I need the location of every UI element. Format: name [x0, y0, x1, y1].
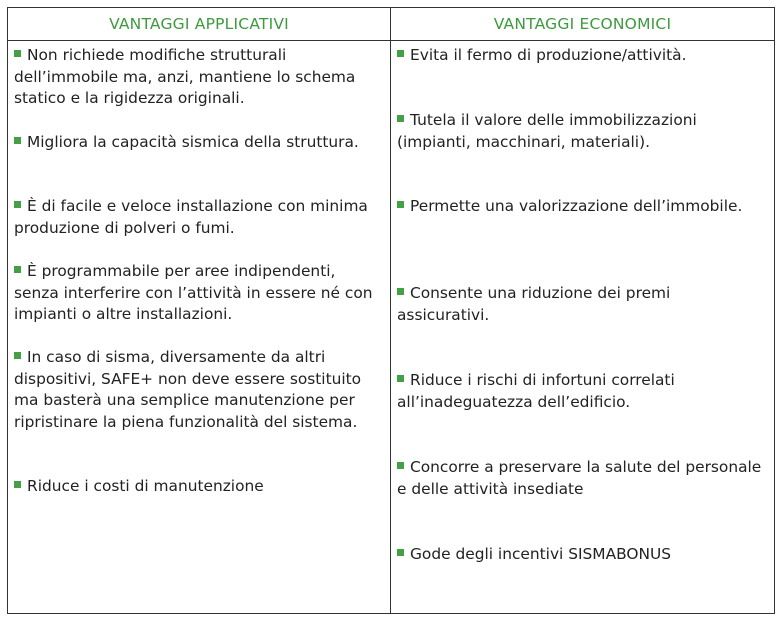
list-item [397, 45, 766, 67]
column-vantaggi-economici [391, 41, 774, 613]
green-square-bullet-icon [397, 462, 404, 469]
list-item-text: Riduce i rischi di infortuni correlati all’inadeguatezza dell’edificio. [397, 371, 675, 411]
green-square-bullet-icon [397, 50, 404, 57]
list-item [14, 476, 382, 498]
list-item-text: Permette una valorizzazione dell’immobile. [410, 197, 743, 215]
list-item-text: Tutela il valore delle immobilizzazioni (impianti, macchinari, materiali). [397, 111, 697, 151]
list-item-text: Evita il fermo di produzione/attività. [410, 46, 687, 64]
list-item [14, 45, 382, 110]
header-right-label: VANTAGGI ECONOMICI [493, 15, 672, 33]
list-item [397, 370, 766, 413]
green-square-bullet-icon [14, 50, 21, 57]
list-item-text: Migliora la capacità sismica della struttura. [27, 133, 359, 151]
list-item-text: Concorre a preservare la salute del personale e delle attività insediate [397, 458, 762, 498]
list-item [14, 196, 382, 239]
list-item [397, 110, 766, 153]
list-item-text: È programmabile per aree indipendenti, senza interferire con l’attività in essere né con impianti o altre installazioni. [14, 262, 373, 323]
list-item-text: Gode degli incentivi SISMABONUS [410, 545, 672, 563]
advantages-table [7, 7, 775, 614]
green-square-bullet-icon [14, 481, 21, 488]
list-item-text: Non richiede modifiche strutturali dell’immobile ma, anzi, mantiene lo schema statico e la rigidezza originali. [14, 46, 356, 107]
list-item [397, 544, 766, 566]
list-item [14, 132, 382, 154]
green-square-bullet-icon [14, 201, 21, 208]
green-square-bullet-icon [397, 375, 404, 382]
list-item-text: In caso di sisma, diversamente da altri dispositivi, SAFE+ non deve essere sostituito ma basterà una semplice manutenzione per ripristinare la piena funzionalità del sistema. [14, 348, 362, 431]
list-item [14, 347, 382, 433]
list-item [397, 283, 766, 326]
list-item-text: Riduce i costi di manutenzione [27, 477, 264, 495]
list-item [397, 196, 766, 218]
list-item [397, 457, 766, 500]
green-square-bullet-icon [14, 352, 21, 359]
green-square-bullet-icon [14, 266, 21, 273]
header-vantaggi-applicativi [8, 8, 391, 41]
green-square-bullet-icon [397, 115, 404, 122]
header-left-label: VANTAGGI APPLICATIVI [109, 15, 289, 33]
column-vantaggi-applicativi [8, 41, 391, 613]
green-square-bullet-icon [14, 137, 21, 144]
green-square-bullet-icon [397, 549, 404, 556]
list-item [14, 261, 382, 326]
header-vantaggi-economici [391, 8, 774, 41]
green-square-bullet-icon [397, 288, 404, 295]
green-square-bullet-icon [397, 201, 404, 208]
list-item-text: Consente una riduzione dei premi assicurativi. [397, 284, 671, 324]
list-item-text: È di facile e veloce installazione con minima produzione di polveri o fumi. [14, 197, 368, 237]
